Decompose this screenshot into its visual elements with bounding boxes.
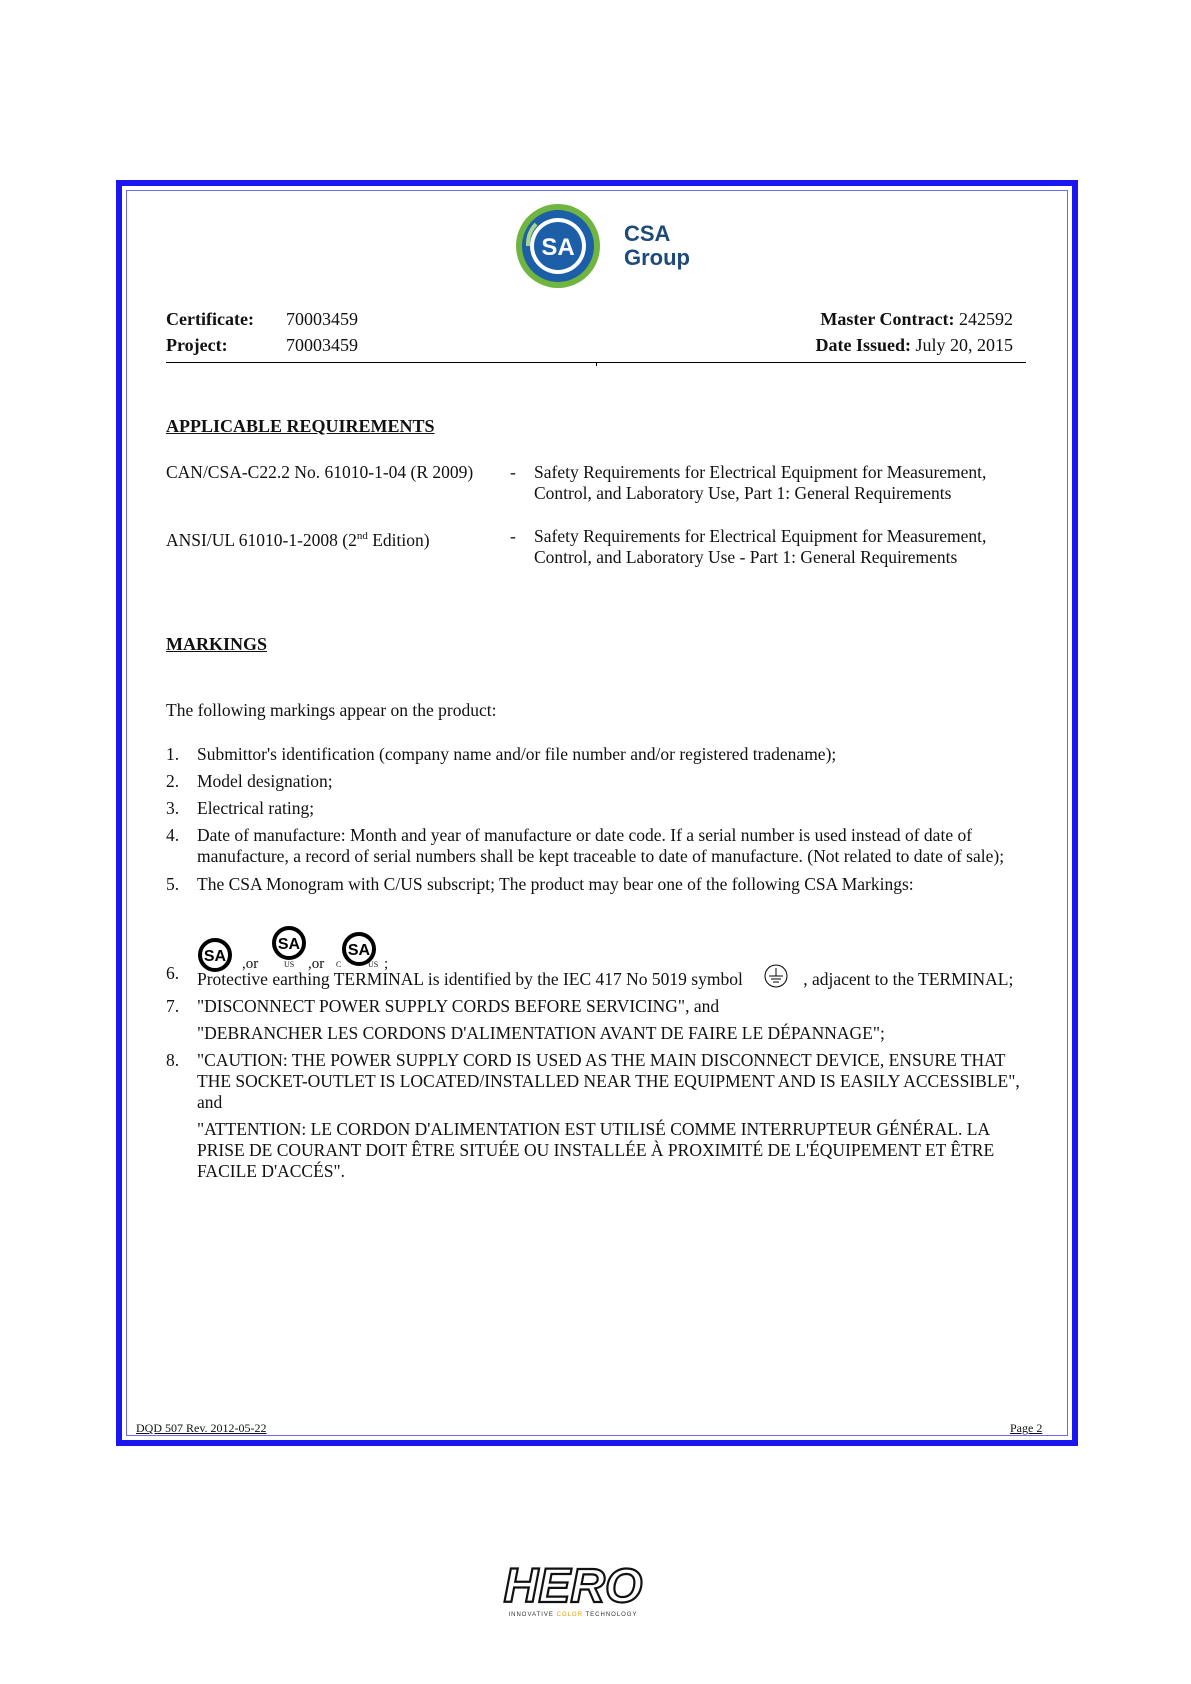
project-label: Project: [166,335,228,355]
certificate-row [166,306,358,332]
csa-end: ; [384,956,389,972]
list-item: 3. Electrical rating; [166,798,315,818]
list-item: 2. Model designation; [166,771,333,791]
csa-group-logo [506,200,694,292]
date-issued-row [815,332,1013,358]
master-contract-label: Master Contract: [820,309,955,329]
csa-sub-c: C [336,960,342,969]
requirement-standard: CAN/CSA-C22.2 No. 61010-1-04 (R 2009) [166,462,474,482]
csa-separator: ,or [308,956,325,972]
svg-text:SA: SA [203,948,227,965]
list-item: 5. The CSA Monogram with C/US subscript; The product may bear one of the following CSA Markings: [166,874,914,894]
svg-text:SA: SA [541,234,575,261]
svg-text:HERO: HERO [503,1560,643,1610]
list-item: 4. Date of manufacture: Month and year of manufacture or date code. If a serial number is used instead of date of manufacture, a record of serial numbers shall be kept traceable to date of manufacture. (Not related to date of sale); [166,825,1005,866]
list-item: 7. "DISCONNECT POWER SUPPLY CORDS BEFORE SERVICING", and "DEBRANCHER LES CORDONS D'ALIMENTATION AVANT DE FAIRE LE DÉPANNAGE"; [166,996,885,1043]
requirement-description: Safety Requirements for Electrical Equipment for Measurement, Control, and Laboratory Use, Part 1: General Requirements [534,462,987,503]
project-row [166,332,358,358]
page-number: Page 2 [1010,1421,1043,1435]
certificate-value: 70003459 [286,309,358,329]
hero-wordmark [492,1560,654,1610]
markings-heading: MARKINGS [166,634,268,654]
project-value: 70003459 [286,335,358,355]
csa-logo-icon [506,200,616,292]
csa-sub-us: US [368,960,379,969]
svg-text:SA: SA [347,942,371,959]
protective-earth-icon [761,963,791,989]
csa-sub-us: US [284,960,295,969]
hero-tagline: INNOVATIVE COLOR TECHNOLOGY [508,1612,638,1618]
csa-monogram-icon [198,938,232,972]
requirement-standard: ANSI/UL 61010-1-2008 (2nd Edition) [166,529,430,550]
logo-word-csa: CSA [624,221,671,246]
master-contract-row [820,306,1013,332]
csa-separator: ,or [242,956,259,972]
markings-list [166,744,1026,1188]
form-reference: DQD 507 Rev. 2012-05-22 [136,1421,267,1435]
markings-intro: The following markings appear on the product: [166,700,497,720]
hero-logo [492,1560,654,1622]
date-issued-value: July 20, 2015 [915,335,1013,355]
certificate-label: Certificate: [166,309,254,329]
master-contract-value: 242592 [959,309,1013,329]
applicable-requirements-heading: APPLICABLE REQUIREMENTS [166,416,435,436]
list-item: 6. Protective earthing TERMINAL is identified by the IEC 417 No 5019 symbol , adjacent to the TERMINAL; [166,963,1014,989]
header-divider-tick [596,362,597,366]
svg-text:SA: SA [277,936,301,953]
list-item: 8. "CAUTION: THE POWER SUPPLY CORD IS USED AS THE MAIN DISCONNECT DEVICE, ENSURE THAT THE SOCKET-OUTLET IS LOCATED/INSTALLED NEAR THE EQUIPMENT AND IS EASILY ACCESSIBLE", and "ATTENTION: LE CORDON D'ALIMENTATION EST UTILISÉ COMME INTERRUPTEUR GÉNÉRAL. LA PRISE DE COURANT DOIT ÊTRE SITUÉE OU INSTALLÉE À PROXIMITÉ DE L'ÉQUIPEMENT ET ÊTRE FACILE D'ACCÉS". [166,1050,1020,1181]
requirement-dash: - [510,526,516,546]
csa-monogram-us-icon [272,926,306,960]
requirement-dash: - [510,462,516,482]
requirement-description: Safety Requirements for Electrical Equipment for Measurement, Control, and Laboratory Use - Part 1: General Requirements [534,526,987,567]
list-item: 1. Submittor's identification (company name and/or file number and/or registered tradename); [166,744,837,764]
date-issued-label: Date Issued: [815,335,911,355]
logo-word-group: Group [624,245,690,270]
